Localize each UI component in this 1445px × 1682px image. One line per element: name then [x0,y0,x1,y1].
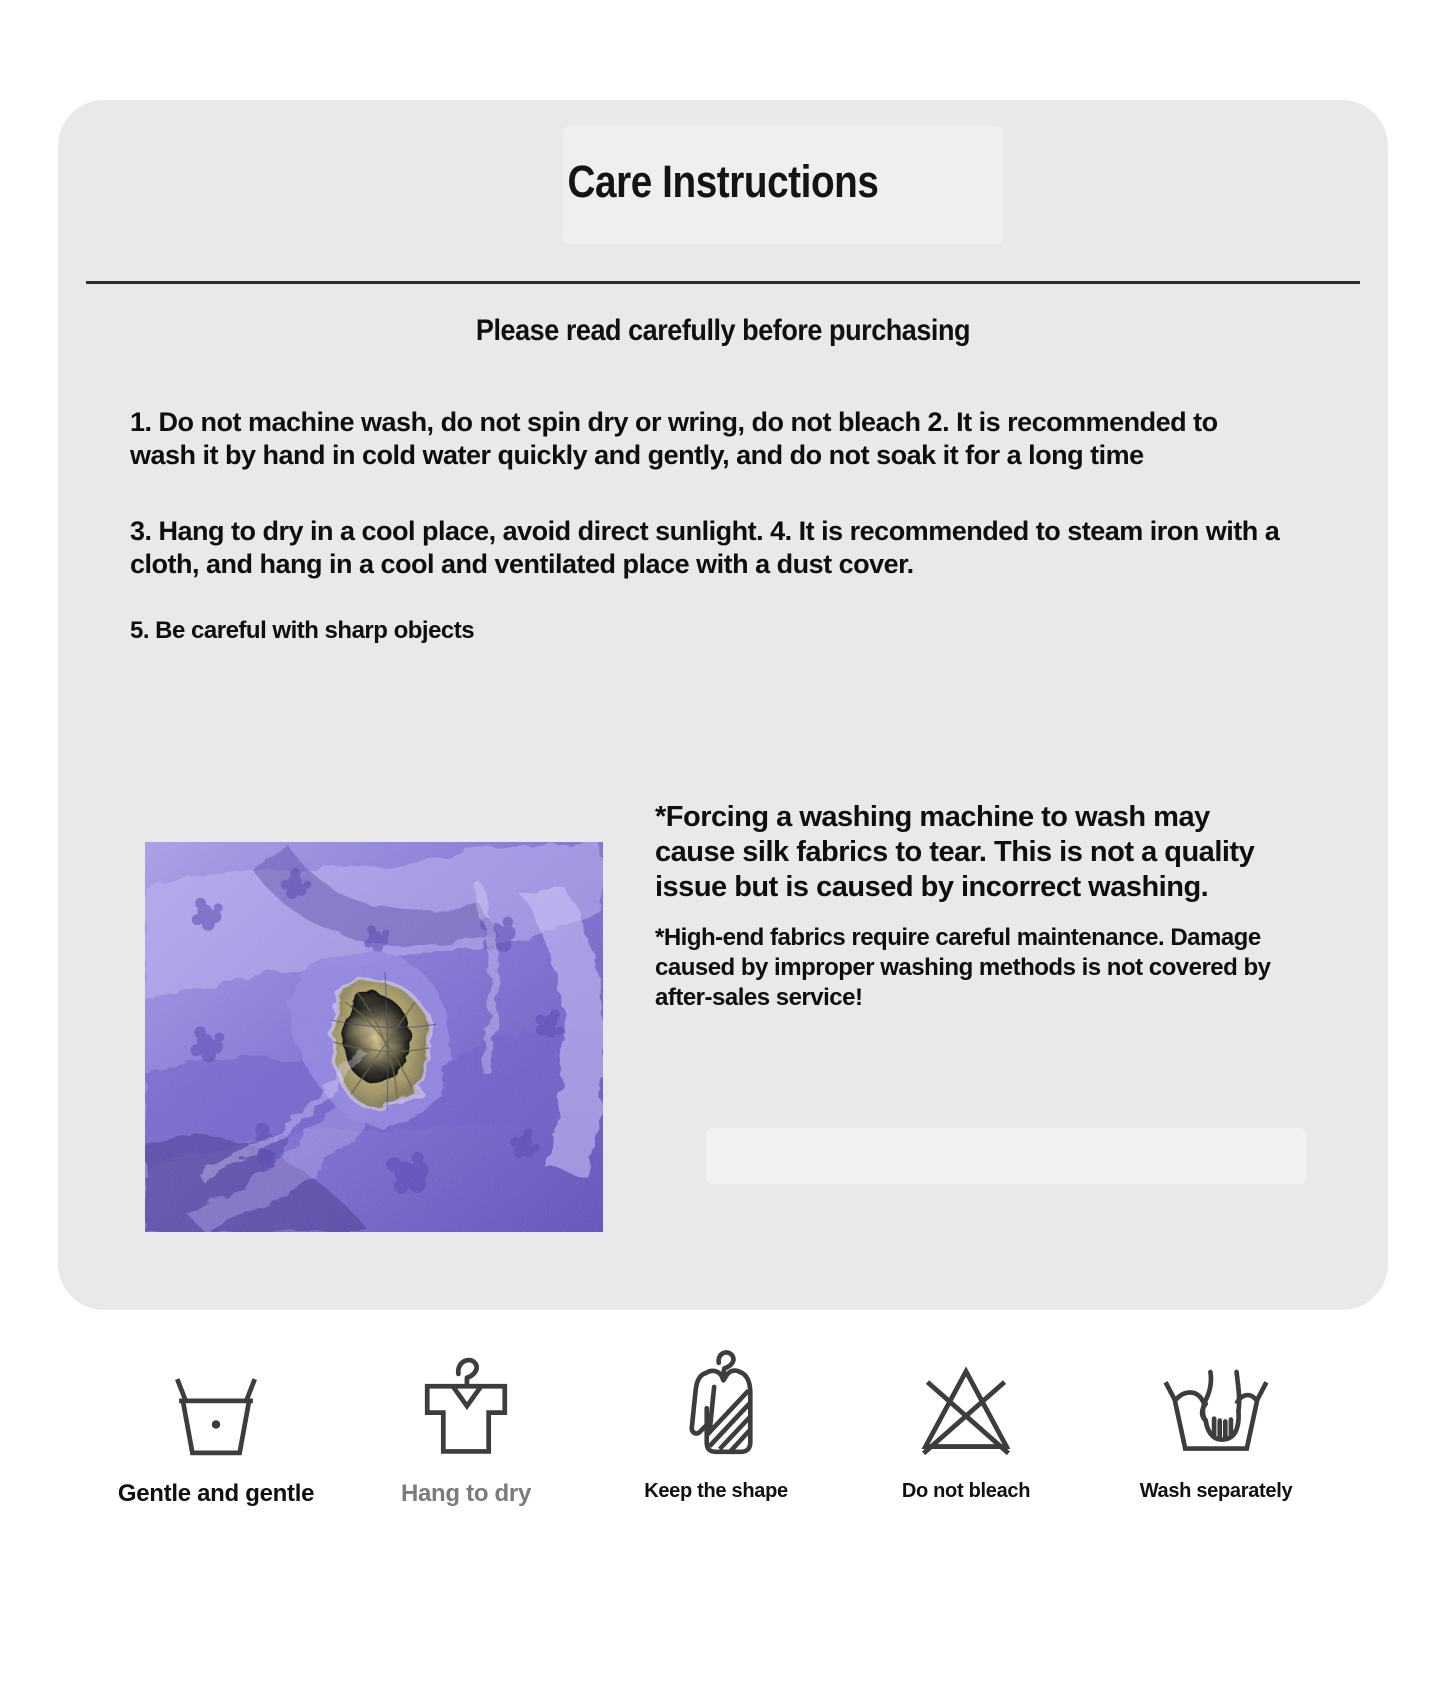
fabric-image [145,842,603,1232]
care-paragraph-1: 1. Do not machine wash, do not spin dry or wring, do not bleach 2. It is recommended to wash it by hand in cold water quickly and gently, and do not soak it for a long time [130,407,1218,470]
care-icon-item-keep-shape [600,1352,832,1508]
wash-separately-icon [1160,1352,1272,1464]
warning-main-text: *Forcing a washing machine to wash may cause silk fabrics to tear. This is not a quality issue but is caused by incorrect washing. [655,801,1255,903]
keep-the-shape-icon [665,1352,767,1464]
care-icon-item-do-not-bleach [850,1352,1082,1508]
warning-block [655,800,1300,1013]
care-icon-label: Wash separately [1139,1480,1293,1502]
title-divider [86,281,1360,284]
care-icon-label: Gentle and gentle [117,1480,315,1507]
do-not-bleach-icon [913,1352,1019,1464]
care-paragraph-2: 3. Hang to dry in a cool place, avoid direct sunlight. 4. It is recommended to steam iron with a cloth, and hang in a cool and ventilated place with a dust cover. [130,516,1280,579]
care-paragraph-3: 5. Be careful with sharp objects [130,617,475,644]
care-icon-label: Do not bleach [901,1480,1031,1502]
note-highlight [706,1128,1306,1184]
care-icon-label: Keep the shape [644,1480,788,1502]
gentle-wash-icon [164,1352,268,1464]
fabric-image-art [145,842,603,1232]
warning-note-text: *High-end fabrics require careful maintenance. Damage caused by improper washing methods is not covered by after-sales service! [655,924,1271,1011]
hang-to-dry-icon [414,1352,518,1464]
care-icon-label: Hang to dry [400,1480,532,1507]
care-icon-item-gentle-wash [100,1352,332,1508]
care-icons-row [100,1352,1332,1508]
card-subtitle: Please read carefully before purchasing [475,314,971,347]
care-paragraphs [130,406,1295,646]
care-instructions-card [58,100,1388,1310]
care-icon-item-wash-separately [1100,1352,1332,1508]
care-icon-item-hang-to-dry [350,1352,582,1508]
care-instructions-title: Care Instructions [567,156,879,207]
